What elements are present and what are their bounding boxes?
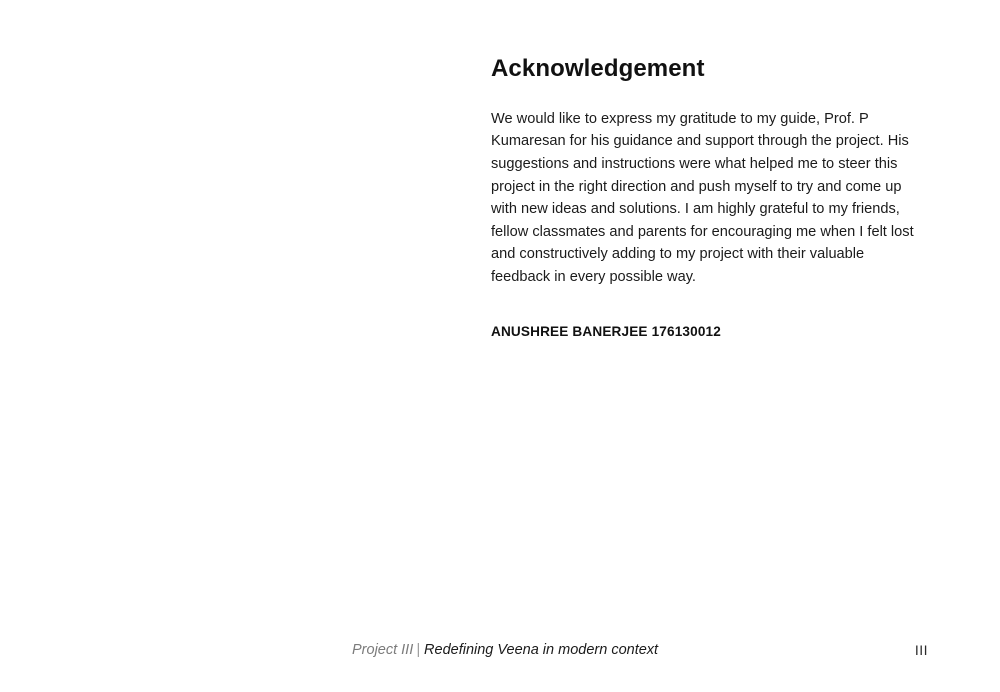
footer-document-title: Redefining Veena in modern context <box>424 642 659 658</box>
page-number: III <box>914 642 928 658</box>
content-column <box>491 55 923 339</box>
page-title: Acknowledgement <box>491 55 705 82</box>
author-signature: ANUSHREE BANERJEE 176130012 <box>491 323 721 339</box>
footer-divider: | <box>416 642 421 658</box>
footer-caption <box>352 642 658 658</box>
page-footer <box>0 642 1000 662</box>
acknowledgement-body-text: We would like to express my gratitude to my guide, Prof. P Kumaresan for his guidance and support through the project. His suggestions and instructions were what helped me to steer this project in the right direction and push myself to try and come up with new ideas and solutions. I am highly grateful to my friends, fellow classmates and parents for encouraging me when I felt lost and constructively adding to my project with their valuable feedback in every possible way. <box>491 110 914 286</box>
footer-project-label: Project III <box>352 642 414 658</box>
